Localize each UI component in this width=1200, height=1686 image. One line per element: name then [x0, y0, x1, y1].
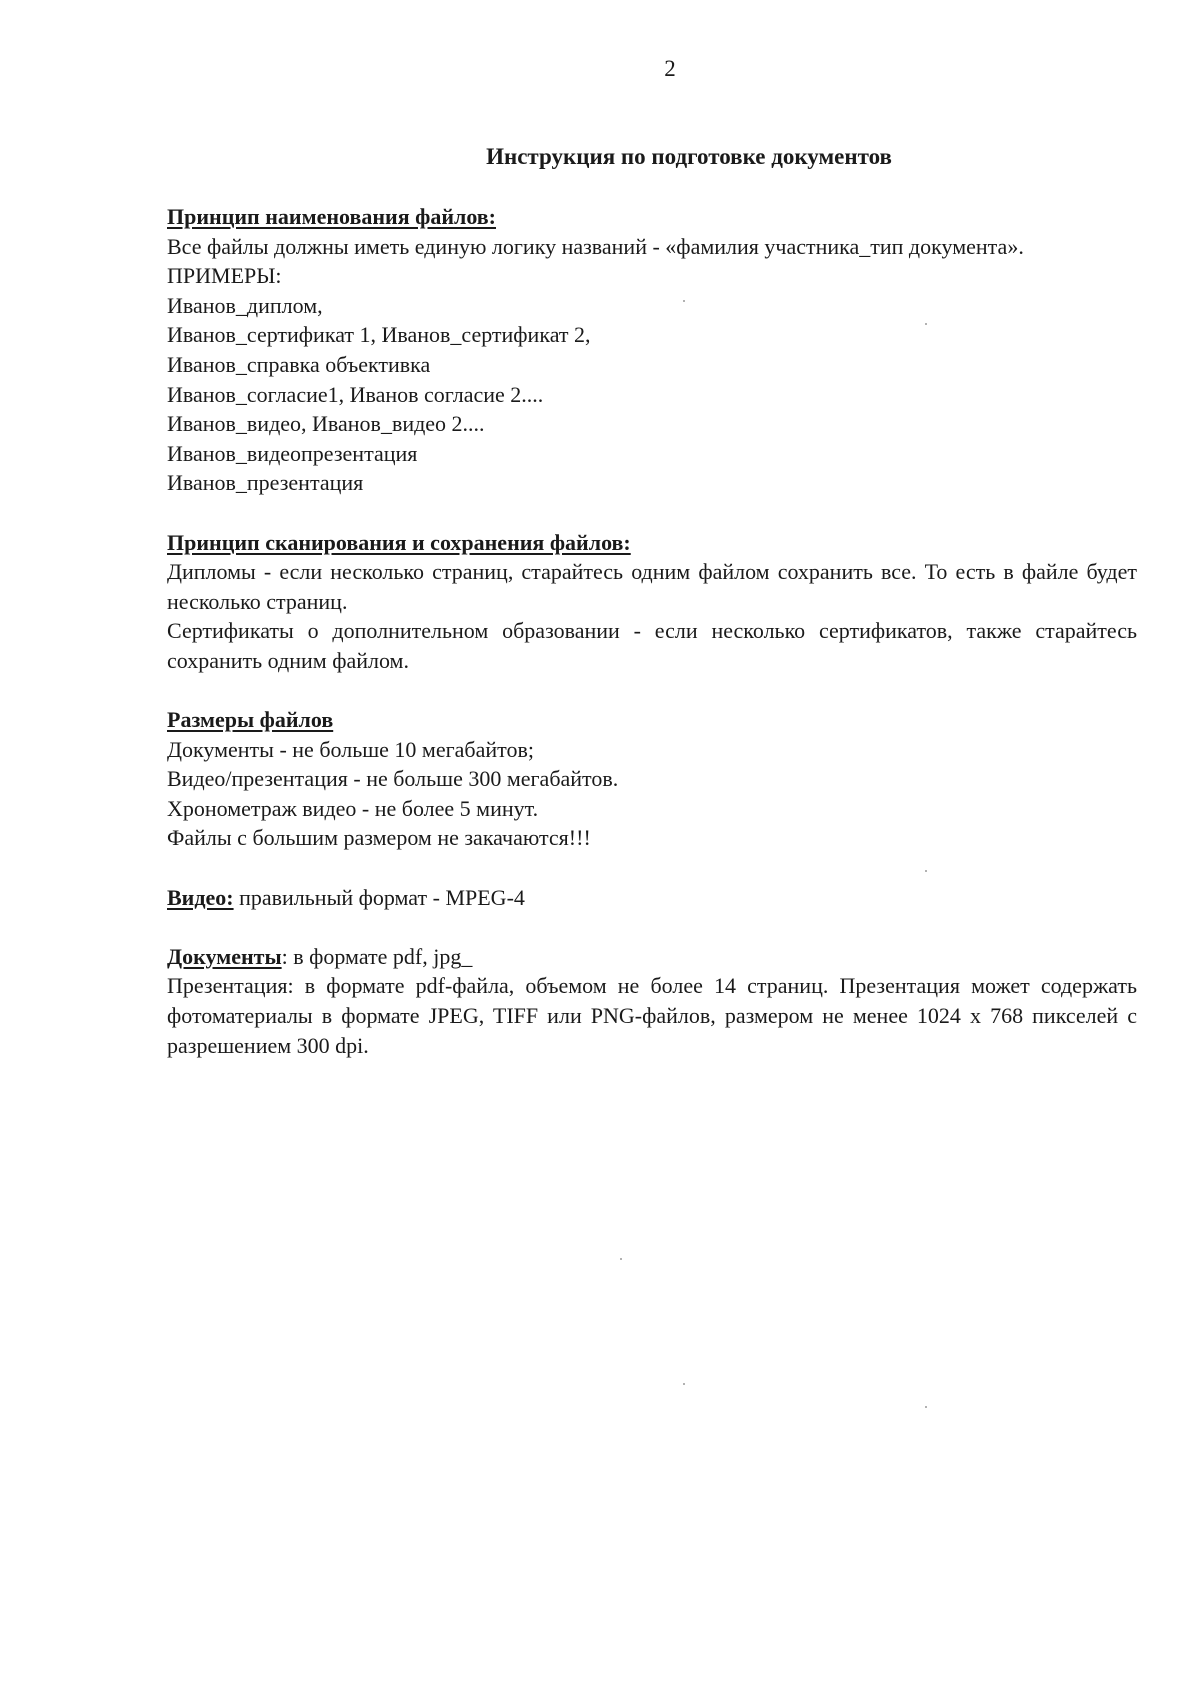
section-heading-video: Видео:	[167, 884, 234, 910]
size-rule: Документы - не больше 10 мегабайтов;	[167, 736, 534, 762]
example-item: Иванов_видео, Иванов_видео 2....	[167, 411, 485, 437]
scan-speck	[683, 300, 685, 302]
section-heading-scanning: Принцип сканирования и сохранения файлов:	[167, 529, 631, 555]
section-heading-sizes: Размеры файлов	[167, 707, 334, 733]
scan-speck	[925, 1406, 927, 1408]
document-title: Инструкция по подготовке документов	[486, 144, 892, 169]
example-item: Иванов_сертификат 1, Иванов_сертификат 2,	[167, 322, 591, 348]
naming-intro: Все файлы должны иметь единую логику названий - «фамилия участника_тип документа».	[167, 233, 1024, 259]
example-item: Иванов_справка объективка	[167, 351, 431, 377]
section-heading-documents: Документы	[167, 943, 282, 969]
scan-speck	[683, 1383, 685, 1385]
presentation-paragraph: Презентация: в формате pdf-файла, объемом не более 14 страниц. Презентация может содержать фотоматериалы в формате JPEG, TIFF или PNG-файлов, размером не менее 1024 х 768 пикселей с разрешением 300 dpi.	[167, 973, 1137, 1058]
scan-speck	[620, 1258, 622, 1260]
documents-format-text: : в формате pdf, jpg_	[281, 943, 473, 969]
section-sizes	[167, 705, 1137, 853]
scan-speck	[925, 323, 927, 325]
section-naming	[167, 202, 1137, 498]
example-item: Иванов_видеопрезентация	[167, 440, 418, 466]
example-item: Иванов_диплом,	[167, 292, 323, 318]
video-format-text: правильный формат - MPEG-4	[233, 884, 525, 910]
section-scanning	[167, 528, 1137, 676]
scanning-paragraph: Дипломы - если несколько страниц, старайтесь одним файлом сохранить все. То есть в файле будет несколько страниц.	[167, 559, 1137, 614]
scanning-paragraph: Сертификаты о дополнительном образовании - если несколько сертификатов, также старайтесь сохранить одним файлом.	[167, 618, 1137, 673]
example-item: Иванов_презентация	[167, 470, 364, 496]
page-number: 2	[664, 56, 676, 81]
section-heading-naming: Принцип наименования файлов:	[167, 204, 496, 229]
document-body	[167, 202, 1137, 1060]
size-rule: Видео/презентация - не больше 300 мегабайтов.	[167, 766, 619, 792]
section-video	[167, 883, 1137, 913]
section-documents	[167, 942, 1137, 1060]
examples-label: ПРИМЕРЫ:	[167, 263, 282, 289]
size-rule: Хронометраж видео - не более 5 минут.	[167, 795, 539, 821]
scan-speck	[925, 870, 927, 872]
example-item: Иванов_согласие1, Иванов согласие 2....	[167, 381, 544, 407]
size-rule: Файлы с большим размером не закачаются!!!	[167, 825, 591, 851]
